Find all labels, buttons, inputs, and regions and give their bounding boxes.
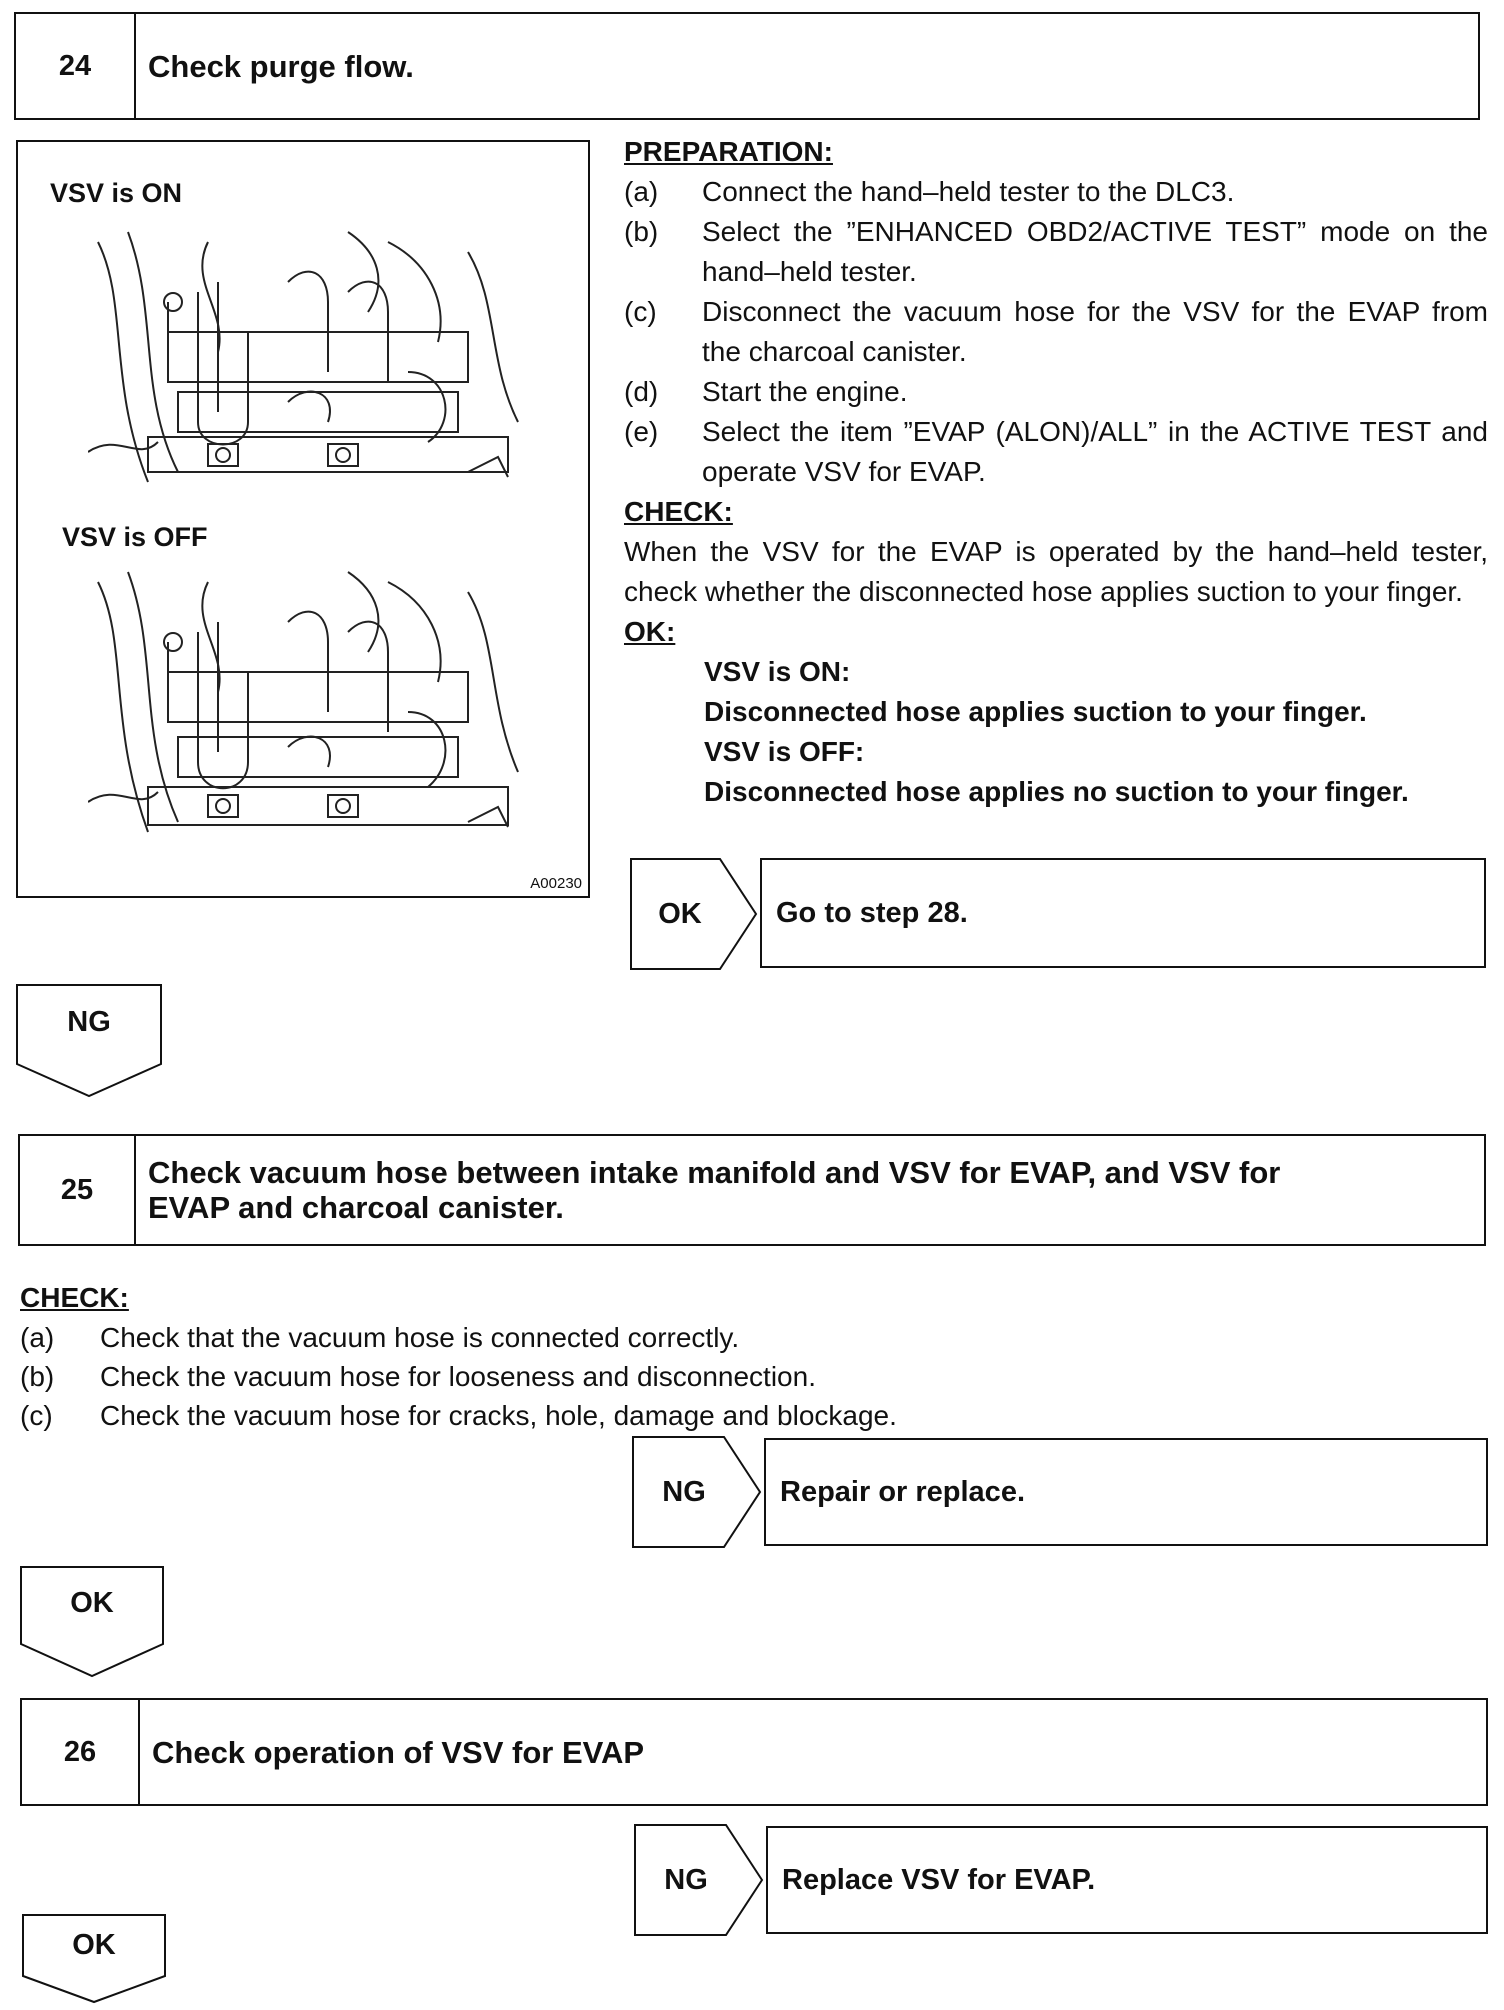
ok-continue-tab: OK [20,1566,164,1678]
ok-branch-result: Go to step 28. [760,858,1486,968]
preparation-item: (c) Disconnect the vacuum hose for the VSV for the EVAP from the charcoal canister. [624,296,1488,367]
preparation-item: (d) Start the engine. [624,376,908,407]
preparation-item: (e) Select the item ”EVAP (ALON)/ALL” in the ACTIVE TEST and operate VSV for EVAP. [624,416,1488,487]
step-number: 25 [20,1136,136,1244]
step-24-instructions [624,132,1488,812]
figure-label-vsv-off: VSV is OFF [62,522,208,552]
step-25-instructions [20,1278,1480,1435]
check-item: (a) Check that the vacuum hose is connected correctly. [20,1322,740,1353]
figure-code: A00230 [530,875,582,892]
step-24-header [14,12,1480,120]
ok-heading: OK: [624,616,676,647]
engine-drawing-vsv-off [88,562,528,852]
preparation-item: (a) Connect the hand–held tester to the DLC3. [624,176,1235,207]
preparation-heading: PREPARATION: [624,136,833,167]
step-25-header [18,1134,1486,1246]
step-number: 24 [16,14,136,118]
step-26-header [20,1698,1488,1806]
ok-line: Disconnected hose applies suction to your finger. [704,696,1367,727]
ng-branch-arrow: NG [632,1436,762,1548]
check-heading: CHECK: [624,496,733,527]
step-title: Check operation of VSV for EVAP [152,1734,645,1770]
step-number: 26 [22,1700,140,1804]
check-text: When the VSV for the EVAP is operated by the hand–held tester, check whether the disconnected hose applies suction to your finger. [624,536,1488,607]
ok-line: VSV is OFF: [704,736,865,767]
ok-continue-tab: OK [22,1914,166,2004]
step-title: Check vacuum hose between intake manifold and VSV for EVAP, and VSV for EVAP and charcoal canister. [148,1155,1281,1225]
ng-branch-result: Repair or replace. [764,1438,1488,1546]
check-item: (c) Check the vacuum hose for cracks, hole, damage and blockage. [20,1400,897,1431]
check-heading: CHECK: [20,1282,129,1313]
engine-figure [16,140,590,898]
ng-branch-result: Replace VSV for EVAP. [766,1826,1488,1934]
ng-branch-arrow: NG [634,1824,764,1936]
engine-drawing-vsv-on [88,222,528,492]
figure-label-vsv-on: VSV is ON [50,178,183,208]
ng-continue-tab: NG [16,984,162,1098]
preparation-item: (b) Select the ”ENHANCED OBD2/ACTIVE TEST” mode on the hand–held tester. [624,216,1488,287]
check-item: (b) Check the vacuum hose for looseness and disconnection. [20,1361,816,1392]
step-title: Check purge flow. [148,48,414,84]
ok-branch-arrow: OK [630,858,758,970]
ok-line: Disconnected hose applies no suction to your finger. [704,776,1409,807]
ok-line: VSV is ON: [704,656,851,687]
